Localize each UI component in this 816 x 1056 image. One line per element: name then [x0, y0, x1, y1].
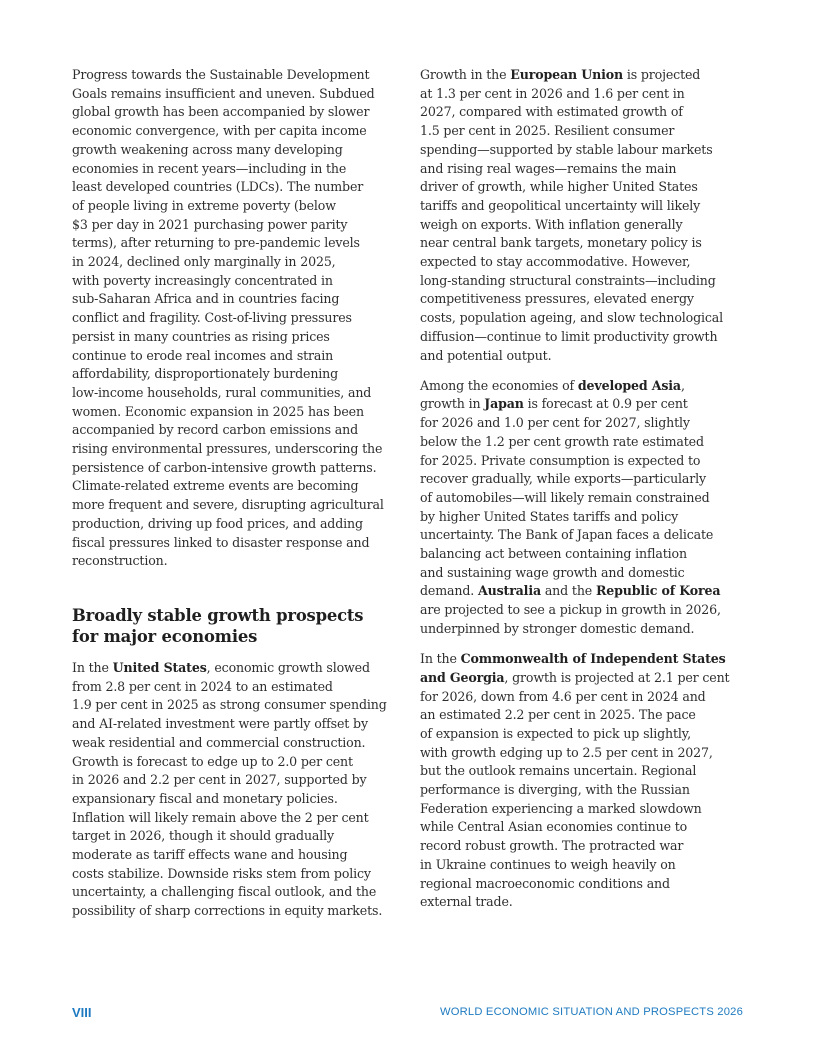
left-column: [72, 66, 402, 932]
bold-term-cis: Commonwealth of Independent States: [460, 651, 726, 667]
bold-term-united-states: United States: [112, 659, 207, 675]
bold-term-european-union: European Union: [510, 67, 623, 82]
running-footer-title: WORLD ECONOMIC SITUATION AND PROSPECTS 2026: [439, 1006, 743, 1018]
bold-term-georgia: and Georgia: [420, 669, 505, 685]
european-union-paragraph: Growth in the European Union is projected at 1.3 per cent in 2026 and 1.6 per cent in 2027, compared with estimated growth of 1.5 per cent in 2025. Resilient consumer spending—supported by stable labour markets and rising real wages—remains the main driver of growth, while higher United States tariffs and geopolitical uncertainty will likely weigh on exports. With inflation generally near central bank targets, monetary policy is expected to stay accommodative. However, long-standing structural constraints—including competitiveness pressures, elevated energy costs, population ageing, and slow technological diffusion—continue to limit productivity growth and potential output.: [420, 67, 723, 363]
right-column: [420, 66, 750, 923]
bold-term-developed-asia: developed Asia: [577, 377, 681, 393]
intro-paragraph: Progress towards the Sustainable Development Goals remains insufficient and uneven. Subdued global growth has been accompanied by slower economic convergence, with per capita income growth weakening across many developing economies in recent years—including in the least developed countries (LDCs). The number of people living in extreme poverty (below $3 per day in 2021 purchasing power parity terms), after returning to pre-pandemic levels in 2024, declined only marginally in 2025, with poverty increasingly concentrated in sub-Saharan Africa and in countries facing conflict and fragility. Cost-of-living pressures persist in many countries as rising prices continue to erode real incomes and strain affordability, disproportionately burdening low-income households, rural communities, and women. Economic expansion in 2025 has been accompanied by record carbon emissions and rising environmental pressures, underscoring the persistence of carbon-intensive growth patterns. Climate-related extreme events are becoming more frequent and severe, disrupting agricultural production, driving up food prices, and adding fiscal pressures linked to disaster response and reconstruction.: [72, 67, 384, 569]
cis-paragraph: In the Commonwealth of Independent States and Georgia, growth is projected at 2.1 per cent for 2026, down from 4.6 per cent in 2024 and an estimated 2.2 per cent in 2025. The pace of expansion is expected to pick up slightly, with growth edging up to 2.5 per cent in 2027, but the outlook remains uncertain. Regional performance is diverging, with the Russian Federation experiencing a marked slowdown while Central Asian economies continue to record robust growth. The protracted war in Ukraine continues to weigh heavily on regional macroeconomic conditions and external trade.: [420, 651, 730, 910]
page-number: VIII: [72, 1005, 92, 1020]
bold-term-japan: Japan: [484, 396, 524, 412]
united-states-paragraph: In the United States, economic growth slowed from 2.8 per cent in 2024 to an estimated 1.9 per cent in 2025 as strong consumer spending and AI-related investment were partly offset by weak residential and commercial construction. Growth is forecast to edge up to 2.0 per cent in 2026 and 2.2 per cent in 2027, supported by expansionary fiscal and monetary policies. Inflation will likely remain above the 2 per cent target in 2026, though it should gradually moderate as tariff effects wane and housing costs stabilize. Downside risks stem from policy uncertainty, a challenging fiscal outlook, and the possibility of sharp corrections in equity markets.: [72, 659, 387, 919]
developed-asia-paragraph: Among the economies of developed Asia, growth in Japan is forecast at 0.9 per cent for 2026 and 1.0 per cent for 2027, slightly below the 1.2 per cent growth rate estimated for 2025. Private consumption is expected to recover gradually, while exports—particularly of automobiles—will likely remain constrained by higher United States tariffs and policy uncertainty. The Bank of Japan faces a delicate balancing act between containing inflation and sustaining wage growth and domestic demand. Australia and the Republic of Korea are projected to see a pickup in growth in 2026, underpinned by stronger domestic demand.: [420, 377, 721, 636]
bold-term-republic-of-korea: Republic of Korea: [595, 583, 721, 599]
section-heading: Broadly stable growth prospects for major economies: [72, 605, 364, 647]
bold-term-australia: Australia: [477, 583, 541, 599]
